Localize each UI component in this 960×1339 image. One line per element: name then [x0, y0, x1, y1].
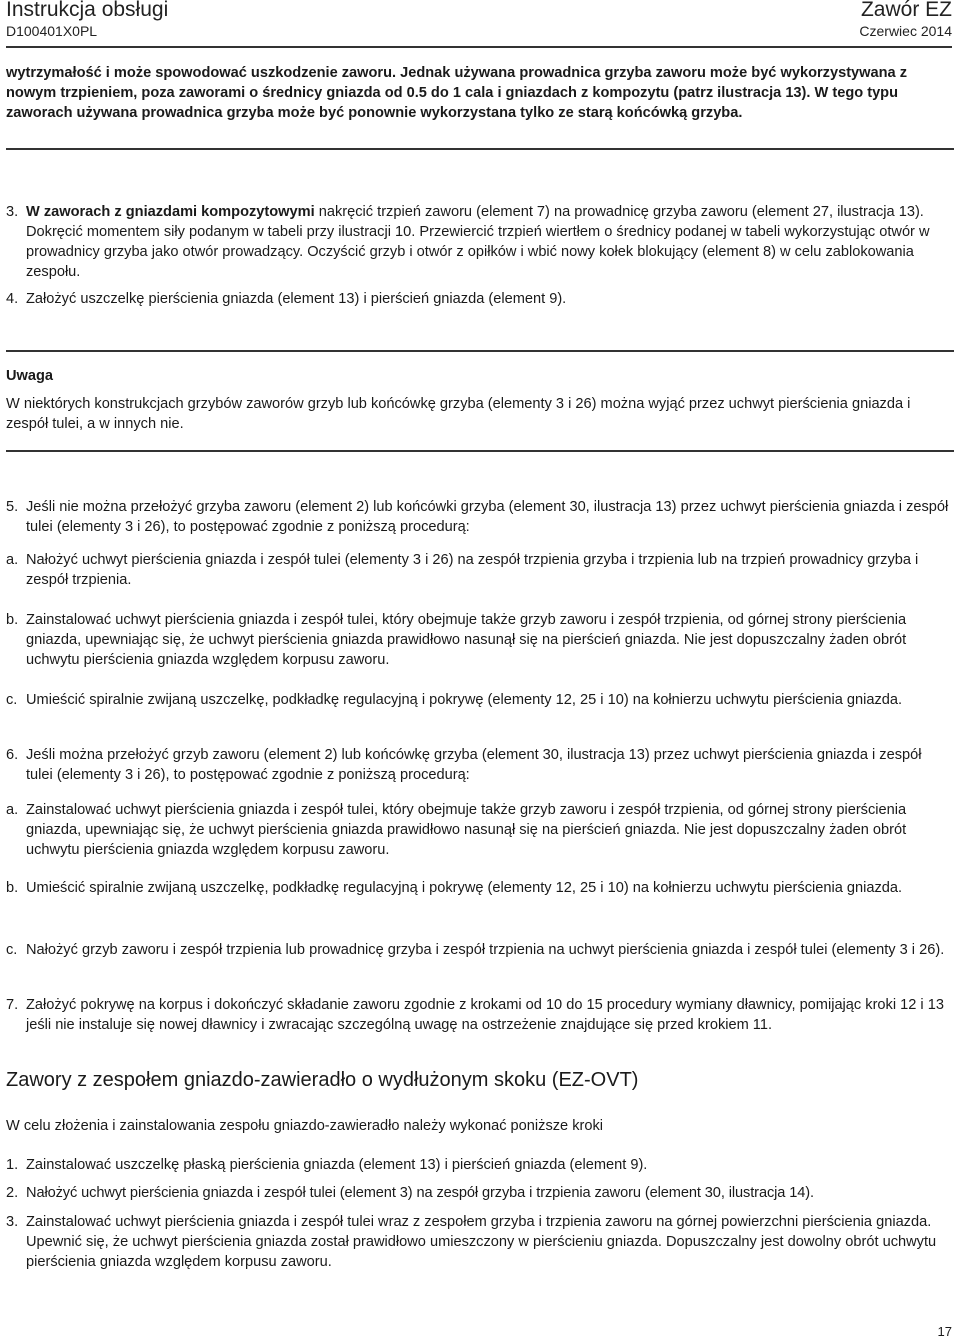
- product-name: Zawór EZ: [860, 0, 952, 21]
- note-divider-top: [6, 350, 954, 352]
- sub-step-text: Zainstalować uchwyt pierścienia gniazda i zespół tulei, który obejmuje także grzyb zaworu i zespół trzpienia, od górnej strony pierścienia gniazda, upewniając się, że uchwyt pierścienia gniazda prawidłowo nasunął się na pierścień gniazda. Nie jest dopuszczalny żaden obrót uchwytu pierścienia gniazda względem korpusu zaworu.: [26, 612, 907, 668]
- sub-step-letter: a.: [6, 552, 19, 568]
- step-4: [6, 289, 952, 309]
- step-number: 2.: [6, 1185, 19, 1201]
- step-5: [6, 497, 952, 537]
- note-box: [6, 366, 952, 386]
- step-number: 3.: [6, 1214, 19, 1230]
- sub-step-letter: c.: [6, 942, 18, 958]
- step-3: [6, 202, 952, 282]
- step-6-sub-c: [6, 940, 952, 960]
- ovt-step-3: [6, 1212, 952, 1272]
- manual-title: Instrukcja obsługi: [6, 0, 169, 21]
- step-5-sub-b: [6, 610, 952, 670]
- step-text: Jeśli można przełożyć grzyb zaworu (element 2) lub końcówkę grzyba (element 30, ilustracja 13) przez uchwyt pierścienia gniazda i zespół tulei (elementy 3 i 26), to postępować zgodnie z poniższą procedurą:: [26, 747, 922, 783]
- sub-step-letter: a.: [6, 802, 19, 818]
- section-intro: W celu złożenia i zainstalowania zespołu gniazdo-zawieradło należy wykonać poniższe kroki: [6, 1118, 604, 1134]
- step-number: 4.: [6, 291, 19, 307]
- step-text: Nałożyć uchwyt pierścienia gniazda i zespół tulei (element 3) na zespół grzyba i trzpienia zaworu (element 30, ilustracja 14).: [26, 1185, 815, 1201]
- ovt-step-1: [6, 1155, 952, 1175]
- step-lead: W zaworach z gniazdami kompozytowymi: [26, 204, 315, 220]
- page-number: 17: [937, 1324, 952, 1339]
- step-6-sub-b: [6, 878, 952, 898]
- step-7: [6, 995, 952, 1035]
- sub-step-text: Nałożyć grzyb zaworu i zespół trzpienia lub prowadnicę grzyba i zespół trzpienia na uchwyt pierścienia gniazda i zespół tulei (elementy 3 i 26).: [26, 942, 945, 958]
- sub-step-letter: c.: [6, 692, 18, 708]
- note-divider-bottom: [6, 450, 954, 452]
- step-text: Zainstalować uszczelkę płaską pierścienia gniazda (element 13) i pierścień gniazda (element 9).: [26, 1157, 648, 1173]
- sub-step-text: Zainstalować uchwyt pierścienia gniazda i zespół tulei, który obejmuje także grzyb zaworu i zespół trzpienia, od górnej strony pierścienia gniazda, upewniając się, że uchwyt pierścienia gniazda prawidłowo nasunął się na pierścień gniazda. Nie jest dopuszczalny żaden obrót uchwytu pierścienia gniazda względem korpusu zaworu.: [26, 802, 907, 858]
- step-number: 1.: [6, 1157, 19, 1173]
- step-6: [6, 745, 952, 785]
- step-number: 3.: [6, 204, 19, 220]
- step-number: 5.: [6, 499, 19, 515]
- step-number: 6.: [6, 747, 19, 763]
- step-text: Założyć pokrywę na korpus i dokończyć składanie zaworu zgodnie z krokami od 10 do 15 procedury wymiany dławnicy, pomijając kroki 12 i 13 jeśli nie instaluje się nowej dławnicy i zwracając szczególną uwagę na ostrzeżenie znajdujące się przed krokiem 11.: [26, 997, 944, 1033]
- sub-step-letter: b.: [6, 880, 19, 896]
- ovt-step-2: [6, 1183, 952, 1203]
- step-text: Założyć uszczelkę pierścienia gniazda (element 13) i pierścień gniazda (element 9).: [26, 291, 567, 307]
- note-text: W niektórych konstrukcjach grzybów zaworów grzyb lub końcówkę grzyba (elementy 3 i 26) można wyjąć przez uchwyt pierścienia gniazda i zespół tulei, a w innych nie.: [6, 396, 911, 432]
- sub-step-letter: b.: [6, 612, 19, 628]
- continuation-paragraph: wytrzymałość i może spowodować uszkodzenie zaworu. Jednak używana prowadnica grzyba zaworu może być wykorzystywana z nowym trzpieniem, poza zaworami o średnicy gniazda od 0.5 do 1 cala i gniazdach z kompozytu (patrz ilustracja 13). W tego typu zaworach używana prowadnica grzyba może być ponownie wykorzystana tylko ze starą końcówką grzyba.: [6, 65, 908, 121]
- step-number: 7.: [6, 997, 19, 1013]
- step-6-sub-a: [6, 800, 952, 860]
- step-rest: nakręcić trzpień zaworu (element 7) na prowadnicę grzyba zaworu (element 27, ilustracja 13). Dokręcić momentem siły podanym w tabeli przy ilustracji 10. Przewiercić trzpień wiertłem o średnicy podanej w tabeli wykorzystując otwór w prowadnicy grzyba jako otwór prowadzący. Oczyścić grzyb i otwór z opiłków i wbić nowy kołek blokujący (element 8) w celu zablokowania zespołu.: [26, 204, 930, 280]
- publication-date: Czerwiec 2014: [859, 23, 952, 39]
- sub-step-text: Nałożyć uchwyt pierścienia gniazda i zespół tulei (elementy 3 i 26) na zespół trzpienia grzyba i trzpienia lub na trzpień prowadnicy grzyba i zespół trzpienia.: [26, 552, 919, 588]
- step-text: Jeśli nie można przełożyć grzyba zaworu (element 2) lub końcówki grzyba (element 30, ilustracja 13) przez uchwyt pierścienia gniazda i zespół tulei (elementy 3 i 26), to postępować zgodnie z poniższą procedurą:: [26, 499, 949, 535]
- sub-step-text: Umieścić spiralnie zwijaną uszczelkę, podkładkę regulacyjną i pokrywę (elementy 12, 25 i 10) na kołnierzu uchwytu pierścienia gniazda.: [26, 880, 903, 896]
- section-heading: Zawory z zespołem gniazdo-zawieradło o wydłużonym skoku (EZ-OVT): [6, 1069, 639, 1091]
- page-header: [6, 0, 952, 50]
- section-divider-1: [6, 148, 954, 150]
- step-text: Zainstalować uchwyt pierścienia gniazda i zespół tulei wraz z zespołem grzyba i trzpienia zaworu na górnej powierzchni pierścienia gniazda. Upewnić się, że uchwyt pierścienia gniazda został prawidłowo umieszczony w pierścieniu gniazda. Dopuszczalny jest dowolny obrót uchwytu pierścienia gniazda względem korpusu zaworu.: [26, 1214, 937, 1270]
- note-heading: Uwaga: [6, 368, 54, 384]
- step-5-sub-a: [6, 550, 952, 590]
- step-5-sub-c: [6, 690, 952, 710]
- header-divider: [6, 46, 952, 48]
- step-text: [26, 202, 952, 282]
- document-code: D100401X0PL: [6, 23, 98, 39]
- sub-step-text: Umieścić spiralnie zwijaną uszczelkę, podkładkę regulacyjną i pokrywę (elementy 12, 25 i 10) na kołnierzu uchwytu pierścienia gniazda.: [26, 692, 903, 708]
